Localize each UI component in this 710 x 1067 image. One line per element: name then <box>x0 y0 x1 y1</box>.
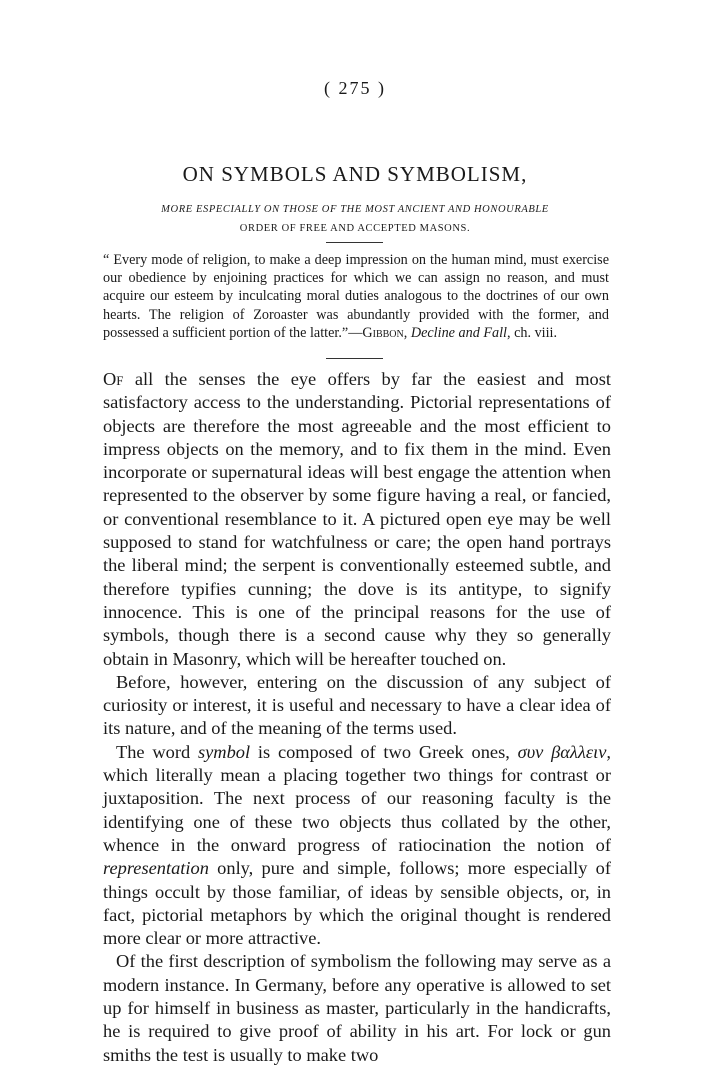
p3-part-d: only, pure and simple, follows; more especially of things occult by those familiar, of ideas by sensible objects, or, in fact, pictorial metaphors by which the original thought is rendered more clear or more attractive. <box>103 858 611 949</box>
p3-greek-phrase: συν βαλλειν, <box>517 741 611 762</box>
divider-rule-bottom <box>326 358 383 359</box>
page-number: ( 275 ) <box>324 78 386 98</box>
p3-emphasis-symbol: symbol <box>197 741 251 762</box>
epigraph-quote <box>103 251 609 342</box>
epigraph-sep: , <box>403 324 411 341</box>
divider-rule-top <box>326 242 383 243</box>
p3-emphasis-representation: representation <box>103 858 209 879</box>
p3-part-b: is composed of two Greek ones, <box>250 741 518 762</box>
p3-part-c: which literally mean a placing together two things for contrast or juxtaposition. The next process of our reasoning faculty is the identifying one of these two objects thus collated by the other, whence in the onward progress of ratiocination the notion of <box>103 765 611 855</box>
body-paragraph-4: Of the first description of symbolism the following may serve as a modern instance. In Germany, before any operative is allowed to set up for himself in business as master, particularly in the handicrafts, he is required to give proof of ability in his art. For lock or gun smiths the test is usually to make two <box>103 951 611 1065</box>
epigraph-chapter: , ch. viii. <box>506 324 558 341</box>
body-paragraph-2: Before, however, entering on the discussion of any subject of curiosity or interest, it is useful and necessary to have a clear idea of its nature, and of the meaning of the terms used. <box>103 671 611 739</box>
p3-part-a: The word <box>116 741 198 762</box>
article-body <box>103 368 611 1067</box>
epigraph-work: Decline and Fall <box>410 324 507 341</box>
paragraph-1-text: all the senses the eye offers by far the easiest and most satisfactory access to the understanding. Pictorial representations of objects are therefore the most agreeable and the most efficient to impress objects on the memory, and to fix them in the mind. Even incorporate or supernatural ideas will best engage the attention when represented to the observer by some figure having a real, or fancied, or conventional resemblance to it. A pictured open eye may be well supposed to stand for watchfulness or care; the open hand portrays the liberal mind; the serpent is conventionally esteemed subtle, and therefore typifies cunning; the dove is its antitype, to signify innocence. This is one of the principal reasons for the use of symbols, though there is a second cause why they so generally obtain in Masonry, which will be hereafter touched on. <box>103 369 611 669</box>
article-title: ON SYMBOLS AND SYMBOLISM, <box>182 162 528 186</box>
subtitle-line-1: MORE ESPECIALLY ON THOSE OF THE MOST ANCIENT AND HONOURABLE <box>161 204 549 215</box>
body-paragraph-1 <box>103 368 611 671</box>
epigraph-text: “ Every mode of religion, to make a deep impression on the human mind, must exercise our obedience by enjoining practices for which we can assign no reason, and must acquire our esteem by inculcating moral duties analogous to the doctrines of our own hearts. The religion of Zoroaster was abundantly provided with the former, and possessed a sufficient portion of the latter.”— <box>103 252 609 341</box>
epigraph-author: Gibbon <box>362 324 404 341</box>
opening-word: Of <box>103 369 124 389</box>
article-subtitle <box>0 200 710 238</box>
body-paragraph-3 <box>103 741 611 951</box>
subtitle-line-2: ORDER OF FREE AND ACCEPTED MASONS. <box>239 223 471 234</box>
